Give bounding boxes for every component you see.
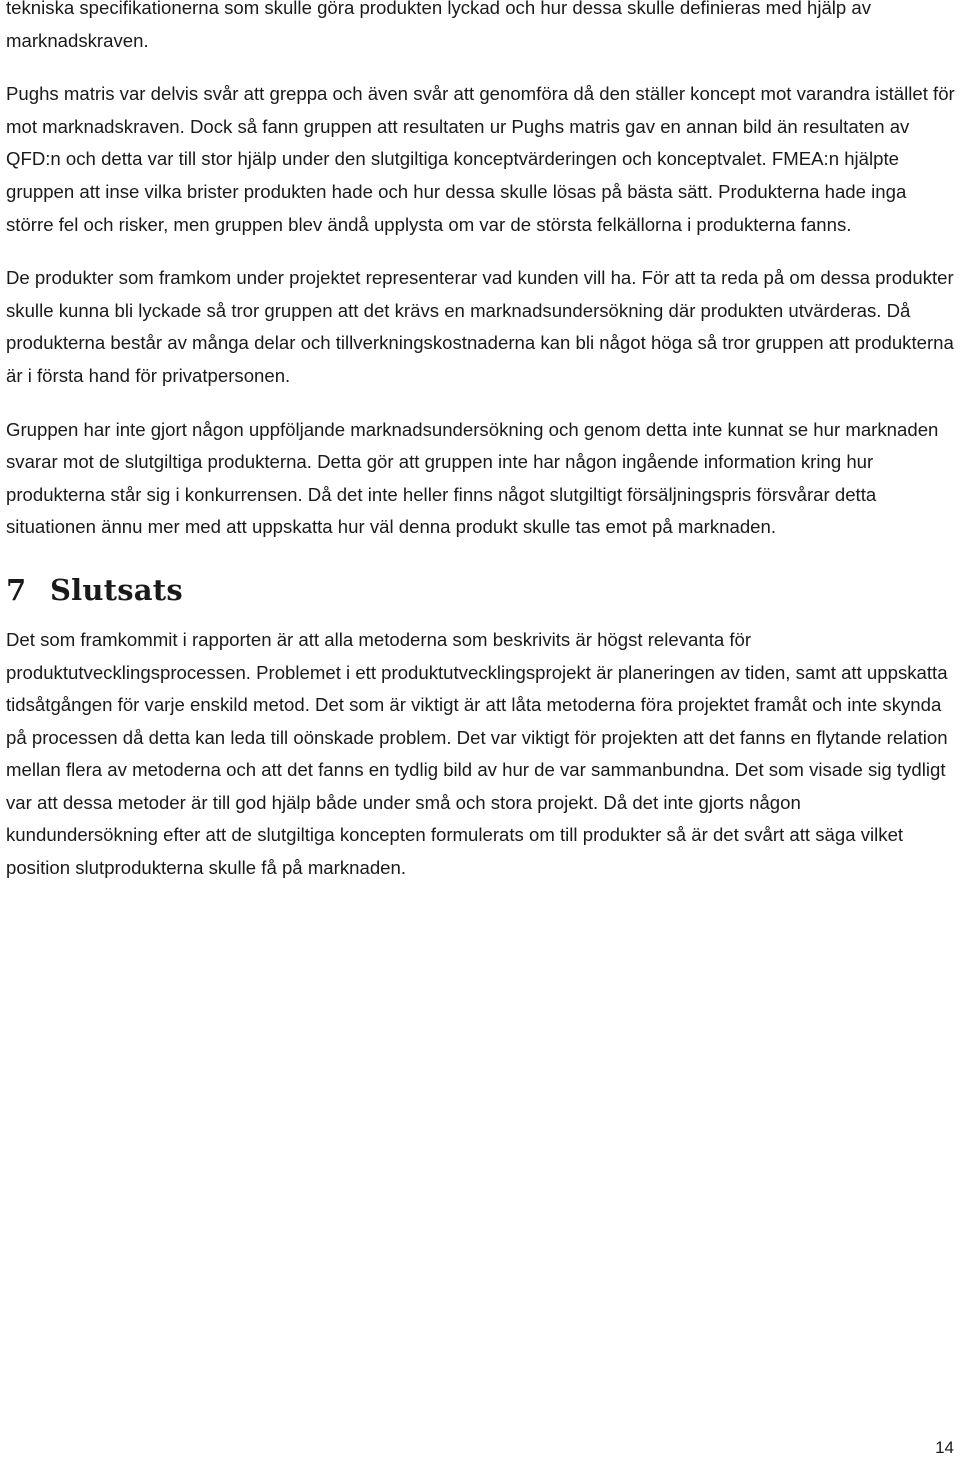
paragraph-products-evaluation: De produkter som framkom under projektet representerar vad kunden vill ha. För att ta reda på om dessa produkter skulle kunna bli lyckade så tror gruppen att det krävs en marknadsundersökning där produkten utvärderas. Då produkterna består av många delar och tillverkningskostnaderna kan bli något höga så tror gruppen att produkterna är i första hand för privatpersonen. [6, 267, 954, 386]
paragraph-conclusion: Det som framkommit i rapporten är att alla metoderna som beskrivits är högst relevanta för produktutvecklingsprocessen. Problemet i ett produktutvecklingsprojekt är planeringen av tiden, samt att uppskatta tidsåtgången för varje enskild metod. Det som är viktigt är att låta metoderna föra projektet framåt och inte skynda på processen då detta kan leda till oönskade problem. Det var viktigt för projekten att det fanns en flytande relation mellan flera av metoderna och att det fanns en tydlig bild av hur de var sammanbundna. Det som visade sig tydligt var att dessa metoder är till god hjälp både under små och stora projekt. Då det inte gjorts någon kundundersökning efter att de slutgiltiga koncepten formulerats om till produkter så är det svårt att säga vilket position slutprodukterna skulle få på marknaden. [6, 628, 948, 879]
section-number: 7 [6, 572, 27, 607]
paragraph-continuation: tekniska specifikationerna som skulle göra produkten lyckad och hur dessa skulle definieras med hjälp av marknadskraven. [6, 0, 872, 51]
paragraph-market-survey: Gruppen har inte gjort någon uppföljande marknadsundersökning och genom detta inte kunnat se hur marknaden svarar mot de slutgiltiga produkterna. Detta gör att gruppen inte har någon ingående information kring hur produkterna står sig i konkurrensen. Då det inte heller finns något slutgiltigt försäljningspris försvårar detta situationen ännu mer med att uppskatta hur väl denna produkt skulle tas emot på marknaden. [6, 418, 939, 538]
document-page [6, 0, 956, 885]
section-heading [6, 568, 956, 612]
paragraph-pughs-matrix: Pughs matris var delvis svår att greppa och även svår att genomföra då den ställer koncept mot varandra istället för mot marknadskraven. Dock så fann gruppen att resultaten ur Pughs matris gav en annan bild än resultaten av QFD:n och detta var till stor hjälp under den slutgiltiga konceptvärderingen och konceptvalet. FMEA:n hjälpte gruppen att inse vilka brister produkten hade och hur dessa skulle lösas på bästa sätt. Produkterna hade inga större fel och risker, men gruppen blev ändå upplysta om var de största felkällorna i produkterna fanns. [6, 83, 955, 235]
section-title: Slutsats [50, 572, 183, 607]
page-number: 14 [935, 1438, 954, 1457]
